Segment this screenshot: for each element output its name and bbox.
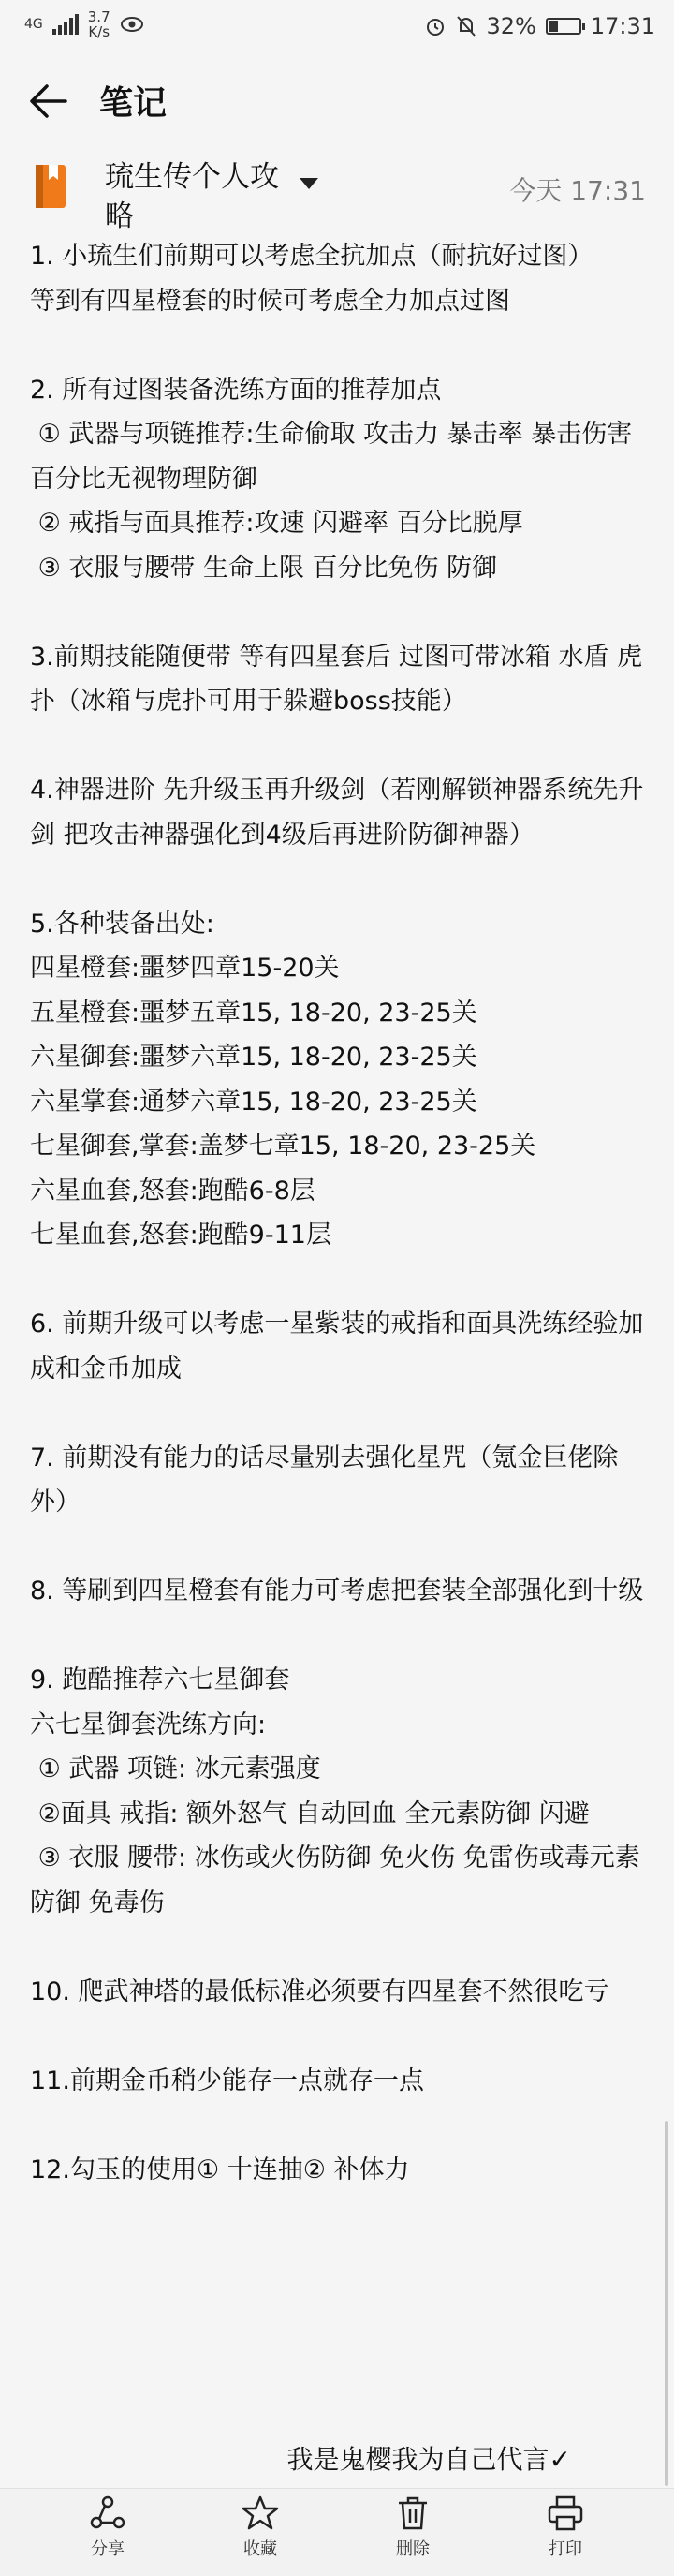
note-line: ③ 衣服与腰带 生命上限 百分比免伤 防御	[30, 553, 498, 583]
note-line: ②面具 戒指: 额外怒气 自动回血 全元素防御 闪避	[30, 1799, 590, 1828]
signal-icon	[52, 14, 79, 35]
chevron-down-icon[interactable]	[300, 178, 318, 189]
trash-icon	[394, 2495, 432, 2532]
note-line: 6. 前期升级可以考虑一星紫装的戒指和面具洗练经验加成和金币加成	[30, 1310, 644, 1384]
blank-line	[30, 2014, 648, 2059]
note-line: 七星血套,怒套:跑酷9-11层	[30, 1221, 331, 1250]
note-timestamp: 今天 17:31	[509, 175, 646, 206]
blank-line	[30, 2103, 648, 2148]
blank-line	[30, 1614, 648, 1659]
page-title: 笔记	[99, 84, 168, 123]
note-line: 七星御套,掌套:盖梦七章15, 18-20, 23-25关	[30, 1132, 536, 1161]
notebook-selector[interactable]	[105, 157, 311, 236]
battery-icon	[546, 18, 581, 35]
speed-value: 3.7	[87, 8, 110, 25]
note-line: 六星血套,怒套:跑酷6-8层	[30, 1176, 315, 1206]
blank-line	[30, 857, 648, 902]
note-line: ② 戒指与面具推荐:攻速 闪避率 百分比脱厚	[30, 509, 523, 538]
delete-label: 删除	[396, 2539, 430, 2559]
note-line: 3.前期技能随便带 等有四星套后 过图可带冰箱 水盾 虎扑（冰箱与虎扑可用于躲避boss技能）	[30, 642, 643, 716]
favorite-button[interactable]	[218, 2495, 302, 2560]
network-label: 4G	[24, 17, 43, 32]
note-line: 11.前期金币稍少能存一点就存一点	[30, 2065, 424, 2095]
back-arrow-icon	[28, 75, 71, 127]
note-line: 四星橙套:噩梦四章15-20关	[30, 954, 340, 983]
notebook-name-line2: 略	[105, 200, 134, 233]
note-line: 六星掌套:通梦六章15, 18-20, 23-25关	[30, 1087, 477, 1117]
notebook-name-line1: 琉生传个人攻	[105, 160, 279, 194]
note-line: 等到有四星橙套的时候可考虑全力加点过图	[30, 286, 510, 316]
note-signature: 我是鬼樱我为自己代言✓	[286, 2444, 571, 2475]
note-line: 六星御套:噩梦六章15, 18-20, 23-25关	[30, 1043, 477, 1072]
blank-line	[30, 590, 648, 635]
print-label: 打印	[549, 2539, 582, 2559]
back-button[interactable]	[28, 75, 75, 127]
note-line: 8. 等刷到四星橙套有能力可考虑把套装全部强化到十级	[30, 1577, 644, 1606]
note-line: 7. 前期没有能力的话尽量别去强化星咒（氪金巨佬除外）	[30, 1443, 619, 1517]
favorite-label: 收藏	[243, 2539, 277, 2559]
share-icon	[89, 2495, 126, 2532]
note-line: ① 武器与项链推荐:生命偷取 攻击力 暴击率 暴击伤害 百分比无视物理防御	[30, 420, 640, 494]
share-button[interactable]	[66, 2495, 150, 2560]
note-line: 10. 爬武神塔的最低标准必须要有四星套不然很吃亏	[30, 1976, 609, 2006]
note-line: 六七星御套洗练方向:	[30, 1710, 267, 1740]
blank-line	[30, 724, 648, 769]
mute-icon	[456, 15, 476, 37]
printer-icon	[547, 2495, 584, 2532]
print-button[interactable]	[523, 2495, 608, 2560]
eye-icon	[120, 16, 144, 33]
status-time: 17:31	[590, 13, 655, 39]
notebook-icon	[34, 163, 67, 210]
share-label: 分享	[91, 2539, 125, 2559]
note-line: 4.神器进阶 先升级玉再升级剑（若刚解锁神器系统先升剑 把攻击神器强化到4级后再进阶防御神器）	[30, 776, 644, 850]
blank-line	[30, 323, 648, 368]
network-speed	[88, 9, 110, 39]
note-line: ① 武器 项链: 冰元素强度	[30, 1754, 321, 1784]
speed-unit: K/s	[88, 23, 110, 40]
blank-line	[30, 1258, 648, 1303]
note-line: ③ 衣服 腰带: 冰伤或火伤防御 免火伤 免雷伤或毒元素防御 免毒伤	[30, 1843, 640, 1917]
app-header	[0, 56, 674, 150]
note-body[interactable]	[30, 234, 648, 2192]
battery-percent: 32%	[486, 13, 536, 39]
note-line: 1. 小琉生们前期可以考虑全抗加点（耐抗好过图）	[30, 242, 593, 271]
star-icon	[242, 2495, 279, 2532]
alarm-icon	[424, 15, 447, 37]
note-line: 5.各种装备出处:	[30, 909, 214, 939]
delete-button[interactable]	[371, 2495, 455, 2560]
blank-line	[30, 1925, 648, 1970]
note-line: 2. 所有过图装备洗练方面的推荐加点	[30, 375, 442, 405]
bottom-toolbar	[0, 2488, 674, 2576]
status-bar	[0, 0, 674, 56]
note-line: 9. 跑酷推荐六七星御套	[30, 1666, 290, 1695]
blank-line	[30, 1391, 648, 1436]
blank-line	[30, 1525, 648, 1570]
scrollbar[interactable]	[665, 2121, 668, 2486]
note-line: 五星橙套:噩梦五章15, 18-20, 23-25关	[30, 998, 477, 1028]
note-line: 12.勾玉的使用① 十连抽② 补体力	[30, 2154, 410, 2184]
